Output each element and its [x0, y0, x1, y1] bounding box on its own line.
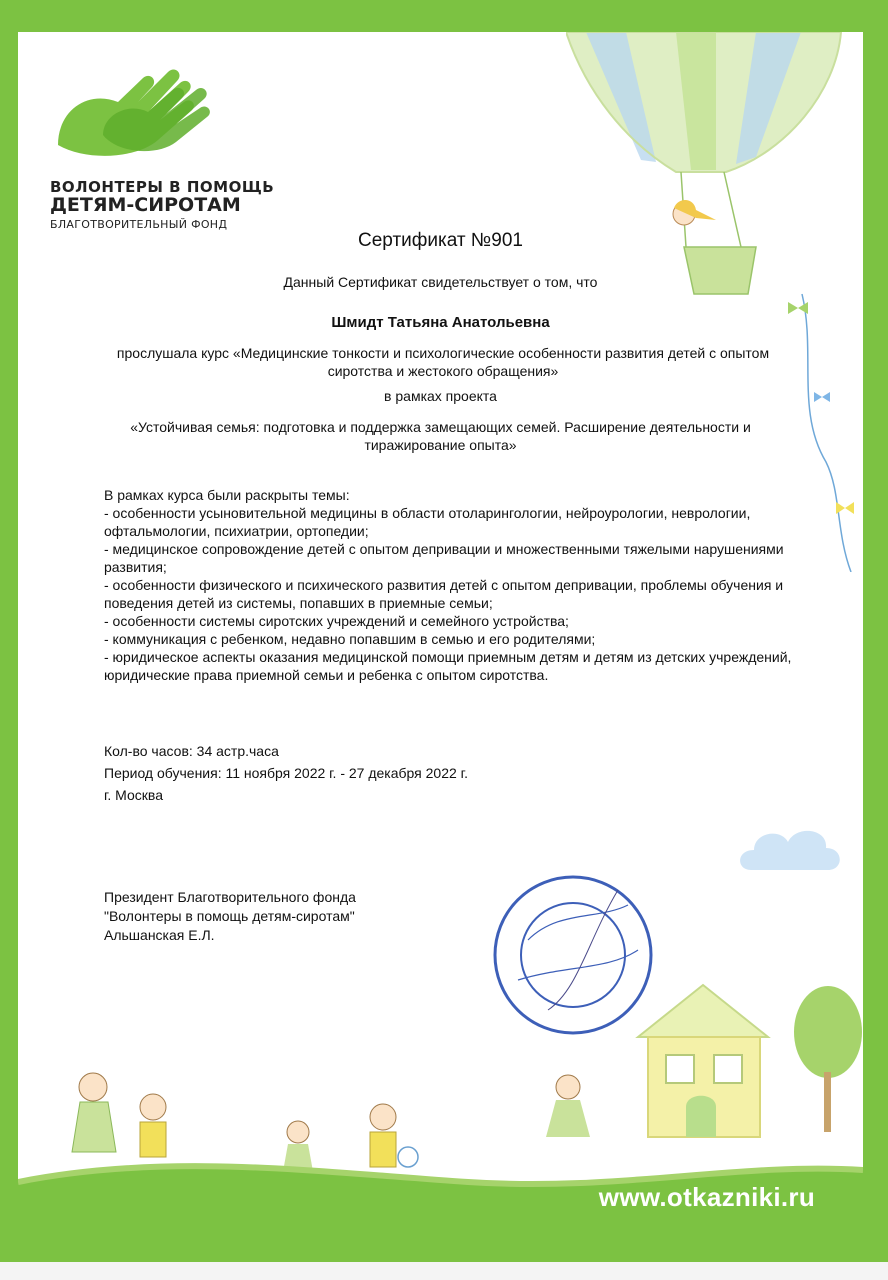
certificate-intro: Данный Сертификат свидетельствует о том, что	[283, 274, 598, 290]
signer-name: Альшанская Е.Л.	[104, 927, 215, 943]
cloud-decoration	[736, 820, 846, 880]
topic-item: - юридическое аспекты оказания медицинской помощи приемным детям и детям из детских учреждений, юридические права приемной семьи и ребенка с опытом сиротства.	[104, 649, 792, 683]
certificate-title: Сертификат №901	[358, 230, 523, 251]
bottom-strip	[0, 1262, 888, 1280]
topic-item: - особенности физического и психического развития детей с опытом депривации, проблемы обучения и поведения детей из системы, попавших в приемные семьи;	[104, 577, 784, 611]
topic-item: - медицинское сопровождение детей с опытом депривации и множественными тяжелыми нарушениями развития;	[104, 541, 784, 575]
signer-organization: "Волонтеры в помощь детям-сиротам"	[104, 908, 355, 924]
topic-item: - особенности системы сиротских учреждений и семейного устройства;	[104, 613, 569, 629]
project-label: в рамках проекта	[384, 388, 497, 404]
signature-block	[104, 888, 504, 945]
logo-line-3: БЛАГОТВОРИТЕЛЬНЫЙ ФОНД	[50, 218, 228, 231]
certificate-sheet	[18, 32, 863, 1262]
logo-text	[50, 180, 274, 230]
project-name: «Устойчивая семья: подготовка и поддержка замещающих семей. Расширение деятельности и тиражирование опыта»	[130, 419, 751, 453]
study-period: Период обучения: 11 ноября 2022 г. - 27 декабря 2022 г.	[104, 765, 468, 781]
logo-line-2: ДЕТЯМ-СИРОТАМ	[50, 194, 241, 216]
recipient-name: Шмидт Татьяна Анатольевна	[331, 314, 550, 331]
hands-icon	[48, 50, 218, 165]
topics-heading: В рамках курса были раскрыты темы:	[104, 487, 350, 503]
logo-line-1: ВОЛОНТЕРЫ В ПОМОЩЬ	[50, 178, 275, 196]
website-link[interactable]: www.otkazniki.ru	[598, 1182, 815, 1212]
city: г. Москва	[104, 787, 163, 803]
topic-item: - особенности усыновительной медицины в области отоларингологии, нейроурологии, неврологии, офтальмологии, психиатрии, ортопедии;	[104, 505, 751, 539]
hours: Кол-во часов: 34 астр.часа	[104, 743, 279, 759]
signer-title: Президент Благотворительного фонда	[104, 889, 356, 905]
topic-item: - коммуникация с ребенком, недавно попавшим в семью и его родителями;	[104, 631, 596, 647]
topics-list	[104, 486, 804, 684]
course-details	[104, 740, 704, 806]
course-description: прослушала курс «Медицинские тонкости и психологические особенности развития детей с опытом сиротства и жестокого обращения»	[116, 345, 770, 379]
house-illustration	[618, 977, 863, 1157]
